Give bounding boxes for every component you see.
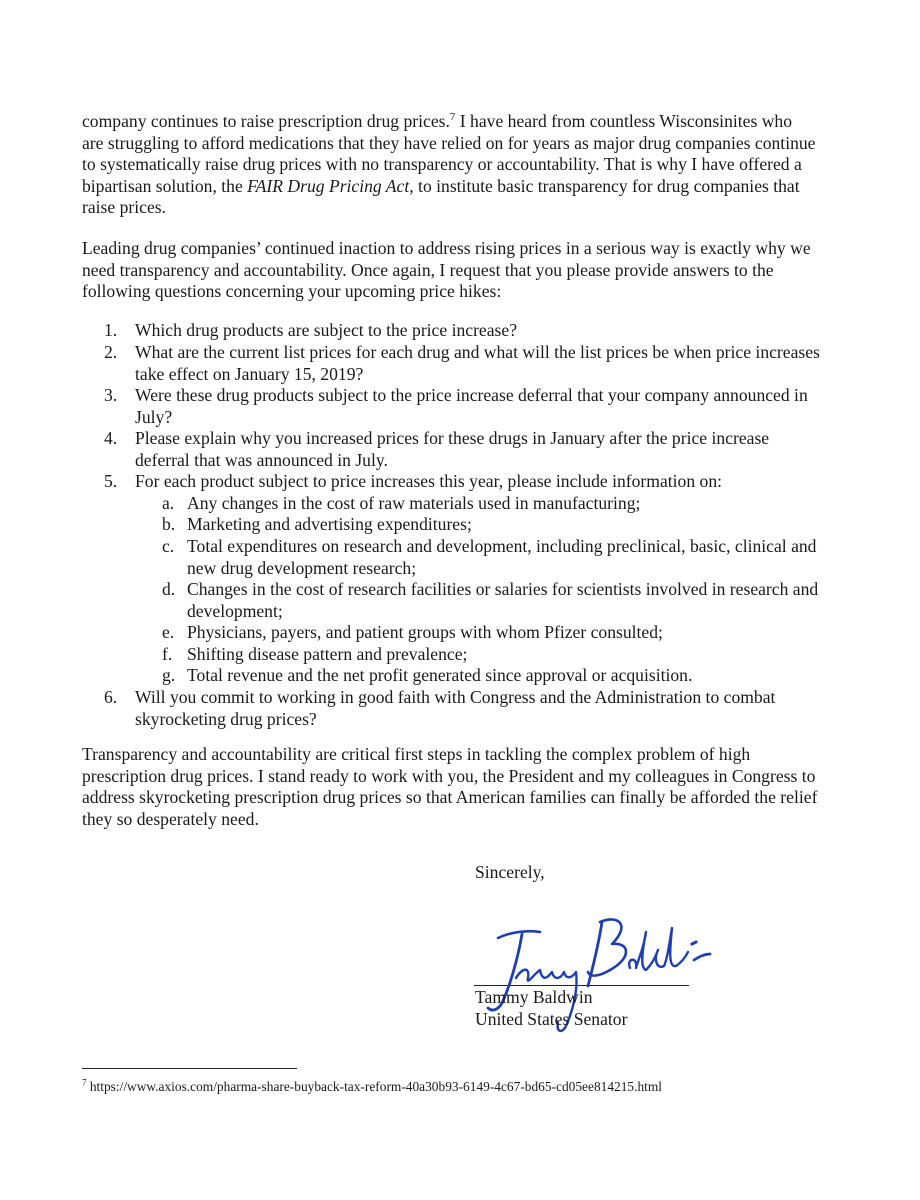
paragraph-line: Leading drug companies’ continued inaction to address rising prices in a serious way is exactly why we	[82, 238, 811, 258]
list-text: Total revenue and the net profit generated since approval or acquisition.	[187, 665, 693, 685]
text-span: I have heard from countless Wisconsinites who	[455, 111, 792, 131]
paragraph-3	[82, 744, 852, 830]
text-span: bipartisan solution, the	[82, 175, 248, 196]
list-number: 5.	[104, 471, 118, 491]
text-line: new drug development research;	[187, 557, 417, 578]
list-text: Which drug products are subject to the price increase?	[135, 320, 518, 340]
text-line: deferral that was announced in July.	[135, 449, 388, 470]
paragraph-line: Transparency and accountability are critical first steps in tackling the complex problem of high	[82, 744, 751, 764]
list-number: 1.	[104, 320, 118, 340]
text-span: to institute basic transparency for drug companies that	[413, 175, 800, 196]
paragraph-line: need transparency and accountability. Once again, I request that you please provide answers to the	[82, 259, 774, 280]
paragraph-line: address skyrocketing prescription drug prices so that American families can finally be afforded the relief	[82, 787, 818, 808]
list-text	[135, 342, 855, 385]
list-text	[135, 428, 855, 471]
text-line: What are the current list prices for each drug and what will the list prices be when price increases	[135, 342, 820, 362]
paragraph-line: prescription drug prices. I stand ready to work with you, the President and my colleagues in Congress to	[82, 765, 816, 786]
text-span: company continues to raise prescription drug prices.	[82, 111, 450, 131]
list-text: Marketing and advertising expenditures;	[187, 514, 472, 534]
text-line: Will you commit to working in good faith with Congress and the Administration to combat	[135, 687, 776, 707]
list-letter: f.	[162, 644, 173, 664]
paragraph-2	[82, 238, 852, 303]
list-letter: c.	[162, 536, 175, 556]
text-line: Were these drug products subject to the price increase deferral that your company announced in	[135, 385, 808, 405]
list-text	[135, 385, 855, 428]
text-line: Total expenditures on research and development, including preclinical, basic, clinical and	[187, 536, 817, 556]
text-line: July?	[135, 406, 173, 427]
list-letter: d.	[162, 579, 176, 599]
paragraph-1	[82, 111, 852, 219]
list-text	[187, 536, 857, 579]
paragraph-line: are struggling to afford medications that they have relied on for years as major drug companies continue	[82, 132, 816, 153]
list-letter: e.	[162, 622, 175, 642]
footnote	[82, 1078, 862, 1095]
list-number: 3.	[104, 385, 118, 405]
paragraph-line: they so desperately need.	[82, 808, 259, 829]
closing: Sincerely,	[475, 862, 545, 882]
list-number: 4.	[104, 428, 118, 448]
footnote-rule	[82, 1068, 297, 1069]
list-number: 6.	[104, 687, 118, 707]
footnote-marker: 7	[82, 1077, 87, 1088]
list-letter: g.	[162, 665, 176, 685]
list-text	[187, 579, 857, 622]
list-text: Shifting disease pattern and prevalence;	[187, 644, 468, 664]
footnote-marker: 7	[449, 111, 456, 124]
list-letter: b.	[162, 514, 176, 534]
paragraph-line: following questions concerning your upcoming price hikes:	[82, 281, 502, 302]
paragraph-line: to systematically raise drug prices with no transparency or accountability. That is why I have offered a	[82, 154, 802, 175]
text-line: skyrocketing drug prices?	[135, 708, 317, 729]
list-text: Any changes in the cost of raw materials used in manufacturing;	[187, 493, 641, 513]
list-text	[135, 687, 855, 730]
footnote-url: https://www.axios.com/pharma-share-buyback-tax-reform-40a30b93-6149-4c67-bd65-cd05ee814215.html	[86, 1079, 663, 1094]
paragraph-line	[82, 111, 852, 133]
paragraph-line: raise prices.	[82, 197, 167, 218]
signer-name: Tammy Baldwin	[475, 987, 593, 1007]
signer-title: United States Senator	[475, 1009, 628, 1029]
paragraph-line	[82, 176, 852, 198]
list-number: 2.	[104, 342, 118, 362]
list-text: For each product subject to price increases this year, please include information on:	[135, 471, 723, 491]
text-line: Changes in the cost of research facilities or salaries for scientists involved in research and	[187, 579, 819, 599]
text-line: take effect on January 15, 2019?	[135, 363, 364, 384]
act-title: FAIR Drug Pricing Act,	[247, 175, 414, 196]
text-line: Please explain why you increased prices for these drugs in January after the price increase	[135, 428, 770, 448]
list-letter: a.	[162, 493, 175, 513]
list-text: Physicians, payers, and patient groups with whom Pfizer consulted;	[187, 622, 663, 642]
text-line: development;	[187, 600, 283, 621]
